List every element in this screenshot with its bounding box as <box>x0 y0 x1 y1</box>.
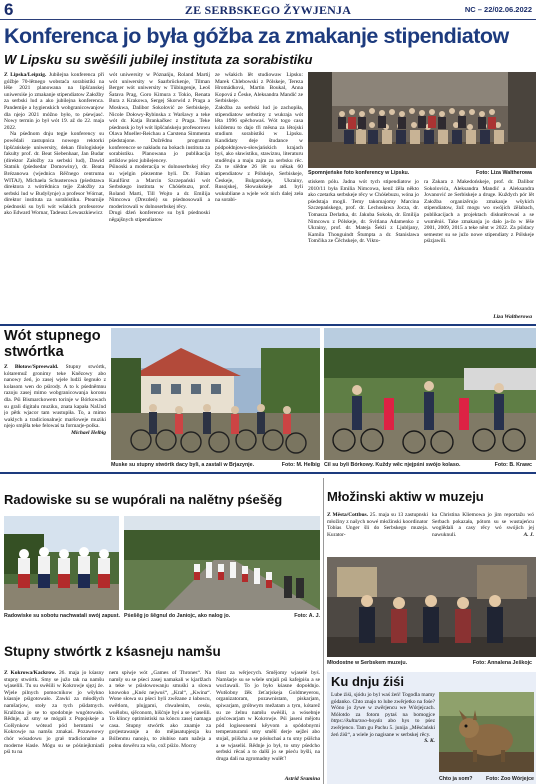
stwortk-photo-2-caption: Cil su byli Bórkowy. Kuždy wěc njejpśni swójo kolaso. <box>324 462 461 468</box>
stwortk-body <box>4 364 106 464</box>
issue-info: NC – 22/02.06.2022 <box>464 5 532 14</box>
museum-photo-credit: Foto: Annalena Ješkojc <box>472 660 532 666</box>
zoo-animal-photo <box>439 692 534 772</box>
mlozinski-col-2 <box>432 512 534 554</box>
main-photo-credit: Foto: Liza Waltherowa <box>475 170 532 176</box>
main-dateline: Z Lipska/Leipzig. <box>4 72 47 78</box>
kokrowa-dateline: Z Kokrowa/Kackrow. <box>4 670 57 676</box>
stwortk-photo-1 <box>111 328 320 460</box>
kokrowa-col1-text: 26. maja jo kśasny stupny stwórtk. Smy se južo tak na namšu wjaselili. Tu su swěśili w Kokrowje sjęzj źe. Wjele pilnych pomocnikow jo wšykno kśasnje pśigotowało. Zawki za młodšych namšarjow, stoły za tych pśidatnych. Kralžona jo se to spodobnje wugótowało. Rědnje, až smy se mógali z Popojskeje a Golšynkow wótsud pód herntami w Kokrowje na namšu zmakaś. Pozawnowy chór wósadowu jo grał tradicionalne a moderne łśasle. Mógu su se póśniejkmiadi pśi tu na <box>4 670 104 756</box>
section-divider-2 <box>0 472 536 474</box>
stwortk-photo-2 <box>324 328 536 460</box>
main-col1-text: Jubilejna konferenca při góžbje 70-lětnego wobstaća sorabistiki na lěše 2021 planowana na lipšćanskej uniwersiśe jo zmakanje stipendiatow Załožby za serbski lud a ako jubilejna konferenca. Pandemije a hygienskich wobgranicowanjow dla njejo 2021 móžno było, to pśewjasć. Nowy termin jo był wót 19. až do 22. maja 2022. <box>4 72 104 131</box>
radowiske-photo-2 <box>124 516 320 610</box>
kokrowa-col-2: nem spiwje wót „Games of Thrones“. Na namšy su se pśeci zasej namakali w kjarlžach a teke w pśisłowowanju smuśki a slowa knowoko „Knéz nejwuś“, „Kral“, „Kwina“. Wone słowa su pśeci byli zwězane z łaboscu, swětlom, plujgami, chwalenim, cesśu, wuělobu, sjěconom, hišćnje byś a se wjaselili. To klincy optimistiski na kóncu zasej namaga casa. Stupny stwórtk ako znamje za gorjestawanje a do mějasatupjezja ku Bóženmu nanoju, to złubiso nam nažeja a połnu dowěru za wšo, což pśiźo. Mocny <box>109 670 211 749</box>
mlozinski-headline: Młožinski aktiw w muzeju <box>327 489 484 504</box>
stwortk-byline: Michael Helbig <box>71 429 106 436</box>
ku-dnju-body <box>331 692 435 776</box>
main-byline: Liza Waltherowa <box>493 314 532 320</box>
mlozinski-dateline: Z Města/Cottbus. <box>327 512 368 518</box>
section-divider <box>0 324 536 326</box>
museum-photo-caption: Młodostne w Serbskem muzeju. <box>327 660 408 666</box>
page-header <box>0 0 536 20</box>
ku-dnju-byline: S. K. <box>424 738 435 745</box>
main-col1b-text: Na pśeđnom dnju tegje konferency su powědali zastupnica nowego rektorki lipšćańskeje uniwersity, dekan filologiskeje fakulty prof. dr. Beat Siebenhaar, Jan Budar (direktor Załožby za serbski lud), Dawid Statnik (pśedsedar Domowiny), dr. Beata Brézanowa (wjednica Rěčnego centruma WITAJ), Michaela Schusterowa (pśedstawa direktora z wótrědnica tejje Załožby za serbski lud w Budyšynje) a profesor Wórnat, direktor instituta za sorabistiku. Ptearnije pśednoski su byli wót wšakich profesorow ako Edward Wornar, Tadeusz Lewaszkiewicz <box>4 131 104 217</box>
zoo-photo-credit: Foto: Zoo Wórjejce <box>486 776 534 782</box>
kokrowa-col-3: tšost za wěrjecych. Smějomy wjaselé byś. Namšarje su se wšele smjali pśi kafejpiśu a se wuclawali. To jo było kśasne dopołdnjo. Wutšobny žěk žeťarjskeja Goldmeyerou, organizatoram, pozawnistam, piskarjam, spiwarjam, gróbwym mežatam a tym, kótarež su ze źelnu namšu swěśili, a wósebnje gósćowarjam w Kokrowje. Pśi jaseni mějotu pód logiseonemi kěyvom a spódobnymi temperaturami smy smělí derje sejžei abo stojaš, pśišcha a se pósłuchaś a tu smy pśišcha a se wjaseliś. Rědnje jo był, to smy pśedcho serbski rěcaś a to další jo se pśeću byšli, na druga dali na zgromadny wulěť! <box>216 670 320 762</box>
mlozinski-byline: A. J. <box>523 531 534 538</box>
main-column-5: ra Zakara z Makedońskeje, prof. dr. Dalibor Sokolovića, Aleksandra Mandić a Aleksandra Jovanović ze Serbiskeje a druge. Kuždych pór lět Załožba organizěrujo zmakanje wšykich stipendiatow, žož mogu wo swójich źělabach, publikacijach a projektach diskutěrowaś a se wuměniś. Take zmakanja jo dało ja-žo w lěše 2001, 2009, 2015 a teke něnt w 2022. Za pśidacy semester su se južo nowe stipendiaty z Pólskeje pśizjawili. <box>424 179 534 245</box>
stwortk-text: Stupny stwórtk, kótaremuž gronimy teke Knězowy abo nanowy źeń, jo zasej wjele ludźi šegnuło z kolasom wen do pśirody. A to k pśedněmnu razoju zasej mimo wobgranicowanja koronu dla. Pśi Bismarckowem torinje w Bórkowach su grali digitalu muziku, znata kapała NaUnd jo pětk wjacor tam wustupiła. To, a mimo waklych a tradicionalnejc maršoweje muziki njejo smjěla teke felowaś ta formarje-polka. <box>4 364 106 430</box>
kokrowa-byline: Astrid Sramina <box>284 776 320 782</box>
column-divider <box>323 478 324 784</box>
mlozinski-col-1 <box>327 512 428 554</box>
page-number: 6 <box>4 0 14 19</box>
main-column-2: wót uniwersity w Póznańju, Roland Martij wót uniwersity w Saarbrückenje, Tilman Berger wót uniwersity w Tübingenje, Leoš Šatava Prag, Goro Kimura z Tokio, Renata Bura z Krakowa, Sergej Skorwid z Praga a Moskwa, Dalibor Sokolović ze Serbiskeje, Nicole Dołowy-Rybinska z Waršawy a teke wót dr. Katja Brankačkec z Praga. Teke pśednosk jo był wót lipšćańskeju profesorowu Olava Mueller-Reichau a Carstena Simmenta pśedstajone. Dožrědnu programm konferencce se nakładu na bokach instituta za sorabistiku. Planowana jo publikacija artiklow pśez jubilejencey. Pśinoski a moderacija w dolnoserbskej rěcy su wjelgin pśezentne byli. Dr. Fabian Kaulfürst a Marcin Szczepański wót Serbskego instituta w Chóśebuzu, prof. Roland Marti, Till Wojto a dr. Emilija Nimcowa (Drezdeń) su pśednosowali a moderirowali w dolnoserbskej rěcy. Drugi dźeń konference su byli pśednoski něgajšnych stipendiatow <box>109 72 210 224</box>
main-column-4: stiskem pólu. Jadna wót tych stipendiatow jo 2010/11 była Emilia Nimcowa, kenž źěla někto ako czetarka serbskeje rěcy w Chóśebuzu, wóna jo pśedstaja mogli. Temy takomajomy Marcina Szczepańskego, prof. dr. Lechosława Jocza, dr. Tomasza Derlatka, dr. Jakuba Sokoła, dr. Emilija Nimcowu z Pólskeje, dr. Svitlana Adamenko z Ukrainy, prof. dr. Mateja Šekli z Ljubljany, Kamila Thonguindt Štumpta a dr. Stanislawa Tomčika ze Čěchskeje, dr. Vikto- <box>308 179 419 245</box>
main-column-3: ze wšakich lět studiowaw Lipsku: Marek Chlebowski z Pólskeje, Tereza Hromádková, Martin Boukal, Anna Kopová z Česke, Aleksandra Mandić ze Serbiskeje. Załožba za serbski lud jo zachopiła, stipendiatow serbstiny z wukraja wót lěta 1996 spěchowaś. Wót togo casa kóždemu to dajo tři měsna za lětojski studium sorabistiki w Lipsku. Kandidaty deje študance w pódpołdnjowo-słowjańskich krajach byś, ako sławistiku, stawiznu, literaturu studěruju a maju zajm za serbsku rěc. Za te slědne 26 lět su někak 60 stipendiatow z Pólskeje, Serbiskeje, Českeje, Bulgarskeje, Ukrainy, Rusojskej, Słowakskeje atd. byli wukubliane a wjele wót nich dalej zeła na sorabi- <box>215 72 303 204</box>
main-photo-caption: Spomnjeńske foto konferency w Lipsku. <box>308 170 410 176</box>
zoo-website-link[interactable]: https://kulturzoo-hoyda <box>331 718 383 725</box>
kokrowa-col-1 <box>4 670 104 784</box>
ku-dnju-text: Lube źiśi, sjódu jo byl waś źeń! Togodla mamy gódanko. Chto znajo to lube zwěrjetko na fośe? Wóno jo źywe w zwěrjencu we Wórjejcach. Mólotdo za fotom pytaś na bomogjce <box>331 692 435 718</box>
stwortk-headline: Wót stupnego stwórtka <box>4 328 101 360</box>
radowiske-photo-2-caption: Pśešěg jo šěgnul do Janiojc, ako nalog jo. <box>124 613 231 619</box>
radowiske-photo-1-caption: Radowiske su sobotu nachwatali swój zapust. <box>4 613 120 619</box>
ku-dnju-headline: Ku dnju źiśi <box>331 674 404 689</box>
stwortk-dateline: Z Błotow/Spreewald. <box>4 364 59 370</box>
stwortk-photo-1-caption: Muske su stupny stwórtk dacy byli, a zastali w Brjazynje. <box>111 462 255 468</box>
stwortk-photo-1-credit: Foto: M. Helbig <box>281 462 320 468</box>
mlozinski-col2-text: ka Christina Kliemowa jo jim reportažu wó Serbach pokazała, pótom su se wustajeńcu woglědali a casy rěcy wó swójich jej nawuknuli. <box>432 512 534 538</box>
main-headline: Konferenca jo była góžba za zmakanje stipendiatow <box>4 24 509 48</box>
main-subheadline: W Lipsku su swěśili jubilej instituta za sorabistiku <box>4 52 313 67</box>
kokrowa-headline: Stupny stwórtk z kśasneju namšu <box>4 644 221 659</box>
paper-name: ZE SERBSKEGO ŽYWJENJA <box>184 3 352 17</box>
main-column-1 <box>4 72 104 321</box>
radowiske-photo-1 <box>4 516 119 610</box>
radowiske-headline: Radowiske su se wupórali na nalětny pśešěg <box>4 492 283 507</box>
conference-group-photo <box>308 72 536 168</box>
museum-photo <box>327 557 536 657</box>
stwortk-photo-2-credit: Foto: B. Krawc <box>494 462 532 468</box>
radowiske-photo-2-credit: Foto: A. J. <box>294 613 320 619</box>
ku-dnju-text-2: abo hys to pśez zwěrjenco. Tam gu Pachu 5. junija „Měsćański źeń źiśi“, a wiele jo nagisane w serbskej rěcy. <box>331 718 435 738</box>
zoo-photo-caption: Chto ja som? <box>439 776 473 782</box>
mlozinski-col1-text: 25. maja su 13 zastupnski młožiny z našych nowé młožinski koordinator Tobias Unger šli do Serbskego muzeja. Kurator- <box>327 512 428 538</box>
